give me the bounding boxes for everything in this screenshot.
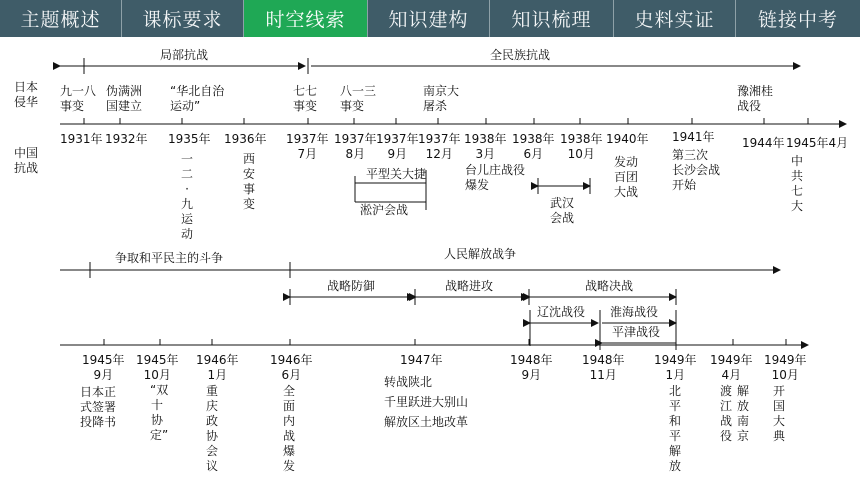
- event-yuxianggui: 豫湘桂 战役: [737, 84, 774, 113]
- event-nanjing-massacre: 南京大 屠杀: [423, 84, 460, 113]
- date-1949-4: 1949年 4月: [710, 353, 753, 382]
- tab-timeline[interactable]: 时空线索: [244, 0, 368, 37]
- event-songhu: 淞沪会战: [360, 203, 409, 217]
- date-1932: 1932年: [105, 132, 148, 146]
- date-1931: 1931年: [60, 132, 103, 146]
- event-founding-ceremony: 开国大典: [772, 384, 785, 443]
- date-1937-7: 1937年 7月: [286, 132, 329, 161]
- date-1948-9: 1948年 9月: [510, 353, 553, 382]
- date-1949-1: 1949年 1月: [654, 353, 697, 382]
- event-918: 九一八 事变: [60, 84, 97, 113]
- date-1945-9: 1945年 9月: [82, 353, 125, 382]
- tab-sources[interactable]: 史料实证: [614, 0, 736, 37]
- phase-decisive-battles: 战略决战: [585, 279, 634, 293]
- date-1945-10: 1945年 10月: [136, 353, 179, 382]
- tab-knowledge-build[interactable]: 知识建构: [368, 0, 490, 37]
- date-1938-6: 1938年 6月: [512, 132, 555, 161]
- event-1947-campaigns: 转战陕北 千里跃进大别山 解放区土地改革: [384, 375, 469, 429]
- event-manchukuo: 伪满洲 国建立: [106, 84, 143, 113]
- battle-huaihai: 淮海战役: [610, 305, 659, 319]
- event-baituan: 发动 百团 大战: [614, 155, 639, 199]
- phase-strategic-defense: 战略防御: [327, 279, 376, 293]
- date-1941: 1941年: [672, 130, 715, 144]
- date-1945-4: 1945年4月: [786, 136, 849, 150]
- date-1948-11: 1948年 11月: [582, 353, 625, 382]
- date-1937-12: 1937年 12月: [418, 132, 461, 161]
- event-nanjing-liberation: 解放南京: [736, 384, 749, 443]
- date-1947: 1947年: [400, 353, 443, 367]
- battle-pingjin: 平津战役: [612, 325, 661, 339]
- battle-liaoshen: 辽沈战役: [537, 305, 586, 319]
- date-1944: 1944年: [742, 136, 785, 150]
- tab-curriculum[interactable]: 课标要求: [122, 0, 244, 37]
- phase-strategic-offense: 战略进攻: [445, 279, 494, 293]
- tab-exam-link[interactable]: 链接中考: [757, 9, 838, 31]
- event-xian-incident: 西安事变: [242, 152, 255, 211]
- event-1209-movement: 一二·九运动: [180, 152, 193, 241]
- date-1935: 1935年: [168, 132, 211, 146]
- event-chongqing-pcc: 重庆政协会议: [205, 384, 218, 473]
- event-813: 八一三 事变: [340, 84, 377, 113]
- date-1949-10: 1949年 10月: [764, 353, 807, 382]
- date-1946-1: 1946年 1月: [196, 353, 239, 382]
- date-1936: 1936年: [224, 132, 267, 146]
- event-pingxingguan: 平型关大捷: [366, 167, 427, 181]
- date-1940: 1940年: [606, 132, 649, 146]
- period-local-war: 局部抗战: [159, 48, 209, 62]
- event-changsha: 第三次 长沙会战 开始: [672, 148, 721, 192]
- event-double-ten-agreement: “双 十 协 定”: [150, 383, 169, 442]
- event-wuhan: 武汉 会战: [550, 196, 575, 225]
- period-peace-struggle: 争取和平民主的斗争: [115, 251, 224, 265]
- date-1937-8: 1937年 8月: [334, 132, 377, 161]
- period-liberation-war: 人民解放战争: [444, 247, 517, 261]
- tab-overview[interactable]: 主题概述: [0, 0, 122, 37]
- period-full-war: 全民族抗战: [489, 48, 551, 62]
- event-japan-surrender: 日本正 式签署 投降书: [80, 385, 117, 429]
- event-huabei-autonomy: “华北自治 运动”: [170, 84, 225, 113]
- row-label-china: 中国 抗战: [14, 146, 39, 175]
- event-taierzhuang: 台儿庄战役 爆发: [465, 163, 526, 192]
- event-beiping-liberation: 北平和平解放: [668, 384, 681, 473]
- row-label-japan: 日本 侵华: [14, 80, 39, 109]
- date-1938-10: 1938年 10月: [560, 132, 603, 161]
- event-full-civil-war: 全面内战爆发: [282, 384, 295, 473]
- tab-knowledge-review[interactable]: 知识梳理: [490, 0, 614, 37]
- event-7th-congress: 中共七大: [790, 154, 803, 213]
- date-1946-6: 1946年 6月: [270, 353, 313, 382]
- date-1937-9: 1937年 9月: [376, 132, 419, 161]
- date-1938-3: 1938年 3月: [464, 132, 507, 161]
- event-yangtze-crossing: 渡江战役: [719, 384, 732, 443]
- event-77: 七七 事变: [293, 84, 318, 113]
